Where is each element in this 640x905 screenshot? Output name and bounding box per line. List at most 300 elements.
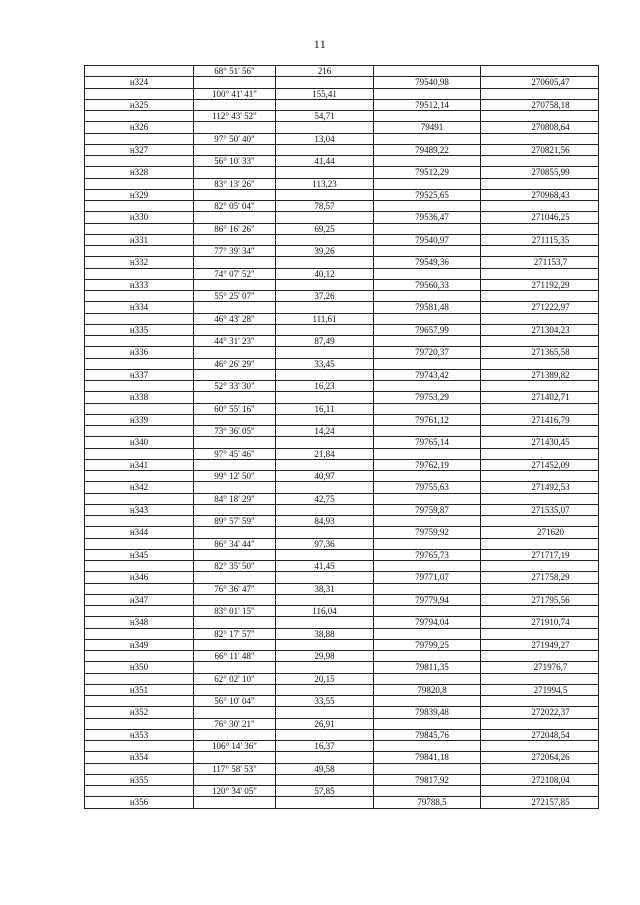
point-row (85, 684, 599, 695)
segment-length-cell: 39,26 (276, 246, 374, 257)
point-id-cell (85, 111, 194, 122)
point-id-cell (85, 786, 194, 797)
point-id-cell (85, 583, 194, 594)
point-row (85, 279, 599, 290)
segment-length-cell: 97,36 (276, 538, 374, 549)
y-coordinate-cell (481, 111, 599, 122)
x-coordinate-cell (374, 606, 481, 617)
segment-length-cell (276, 437, 374, 448)
x-coordinate-cell (374, 741, 481, 752)
direction-angle-cell: 86° 16' 26" (194, 223, 276, 234)
point-id-cell (85, 358, 194, 369)
point-id-cell (85, 448, 194, 459)
y-coordinate-cell: 271153,7 (481, 257, 599, 268)
point-row (85, 617, 599, 628)
point-id-cell: н340 (85, 437, 194, 448)
segment-row (85, 471, 599, 482)
point-id-cell: н345 (85, 549, 194, 560)
direction-angle-cell (194, 504, 276, 515)
point-id-cell (85, 718, 194, 729)
y-coordinate-cell: 271717,19 (481, 549, 599, 560)
x-coordinate-cell: 79771,07 (374, 572, 481, 583)
point-id-cell (85, 156, 194, 167)
y-coordinate-cell: 271795,56 (481, 594, 599, 605)
point-id-cell: н332 (85, 257, 194, 268)
direction-angle-cell (194, 257, 276, 268)
x-coordinate-cell (374, 111, 481, 122)
segment-row (85, 561, 599, 572)
y-coordinate-cell: 271192,29 (481, 279, 599, 290)
y-coordinate-cell: 270605,47 (481, 77, 599, 88)
segment-row (85, 313, 599, 324)
y-coordinate-cell: 271222,97 (481, 302, 599, 313)
segment-row (85, 538, 599, 549)
segment-length-cell (276, 752, 374, 763)
segment-row (85, 111, 599, 122)
y-coordinate-cell: 270758,18 (481, 99, 599, 110)
direction-angle-cell: 62° 02' 10" (194, 673, 276, 684)
point-id-cell (85, 763, 194, 774)
point-row (85, 482, 599, 493)
direction-angle-cell (194, 459, 276, 470)
direction-angle-cell: 46° 43' 28" (194, 313, 276, 324)
segment-length-cell (276, 639, 374, 650)
y-coordinate-cell: 272064,26 (481, 752, 599, 763)
segment-row (85, 741, 599, 752)
direction-angle-cell: 106° 14' 36" (194, 741, 276, 752)
y-coordinate-cell (481, 403, 599, 414)
direction-angle-cell: 82° 17' 57" (194, 628, 276, 639)
x-coordinate-cell (374, 313, 481, 324)
direction-angle-cell (194, 99, 276, 110)
direction-angle-cell: 56° 10' 04" (194, 696, 276, 707)
y-coordinate-cell (481, 763, 599, 774)
x-coordinate-cell (374, 448, 481, 459)
y-coordinate-cell: 271994,5 (481, 684, 599, 695)
x-coordinate-cell: 79560,33 (374, 279, 481, 290)
point-id-cell: н354 (85, 752, 194, 763)
x-coordinate-cell (374, 786, 481, 797)
direction-angle-cell: 100° 41' 41" (194, 88, 276, 99)
point-row (85, 324, 599, 335)
segment-row (85, 381, 599, 392)
point-id-cell (85, 223, 194, 234)
direction-angle-cell (194, 324, 276, 335)
point-row (85, 392, 599, 403)
direction-angle-cell (194, 684, 276, 695)
direction-angle-cell: 83° 13' 26" (194, 178, 276, 189)
y-coordinate-cell (481, 651, 599, 662)
direction-angle-cell: 89° 57' 59" (194, 516, 276, 527)
point-row (85, 527, 599, 538)
y-coordinate-cell (481, 426, 599, 437)
point-id-cell (85, 606, 194, 617)
segment-length-cell (276, 459, 374, 470)
point-id-cell (85, 673, 194, 684)
y-coordinate-cell: 270808,64 (481, 122, 599, 133)
point-id-cell: н331 (85, 234, 194, 245)
direction-angle-cell: 117° 58' 53" (194, 763, 276, 774)
point-row (85, 437, 599, 448)
point-row (85, 774, 599, 785)
direction-angle-cell (194, 392, 276, 403)
x-coordinate-cell: 79788,5 (374, 797, 481, 808)
segment-length-cell: 14,24 (276, 426, 374, 437)
segment-length-cell: 21,84 (276, 448, 374, 459)
point-id-cell: н339 (85, 414, 194, 425)
y-coordinate-cell: 271976,7 (481, 662, 599, 673)
segment-row (85, 403, 599, 414)
direction-angle-cell (194, 752, 276, 763)
point-id-cell: н330 (85, 212, 194, 223)
segment-length-cell (276, 527, 374, 538)
segment-length-cell (276, 324, 374, 335)
segment-length-cell (276, 392, 374, 403)
x-coordinate-cell: 79794,04 (374, 617, 481, 628)
direction-angle-cell: 97° 45' 46" (194, 448, 276, 459)
point-id-cell: н343 (85, 504, 194, 515)
point-id-cell: н355 (85, 774, 194, 785)
y-coordinate-cell: 271758,29 (481, 572, 599, 583)
segment-row (85, 178, 599, 189)
direction-angle-cell (194, 482, 276, 493)
point-row (85, 234, 599, 245)
x-coordinate-cell (374, 358, 481, 369)
segment-row (85, 651, 599, 662)
x-coordinate-cell (374, 403, 481, 414)
segment-length-cell: 38,88 (276, 628, 374, 639)
point-row (85, 77, 599, 88)
x-coordinate-cell: 79799,25 (374, 639, 481, 650)
segment-row (85, 156, 599, 167)
segment-length-cell: 13,04 (276, 133, 374, 144)
segment-row (85, 201, 599, 212)
direction-angle-cell: 82° 05' 04" (194, 201, 276, 212)
point-id-cell: н342 (85, 482, 194, 493)
x-coordinate-cell: 79512,29 (374, 167, 481, 178)
segment-length-cell: 87,49 (276, 336, 374, 347)
x-coordinate-cell (374, 88, 481, 99)
x-coordinate-cell (374, 718, 481, 729)
direction-angle-cell: 46° 26' 29" (194, 358, 276, 369)
direction-angle-cell (194, 122, 276, 133)
direction-angle-cell: 66° 11' 48" (194, 651, 276, 662)
direction-angle-cell: 112° 43' 52" (194, 111, 276, 122)
point-id-cell: н335 (85, 324, 194, 335)
point-row (85, 797, 599, 808)
y-coordinate-cell (481, 268, 599, 279)
y-coordinate-cell (481, 201, 599, 212)
point-id-cell: н349 (85, 639, 194, 650)
point-row (85, 189, 599, 200)
segment-length-cell (276, 414, 374, 425)
segment-length-cell: 84,93 (276, 516, 374, 527)
segment-length-cell (276, 189, 374, 200)
direction-angle-cell: 68° 51' 56" (194, 66, 276, 77)
direction-angle-cell (194, 234, 276, 245)
point-id-cell: н328 (85, 167, 194, 178)
direction-angle-cell: 99° 12' 50" (194, 471, 276, 482)
y-coordinate-cell: 271430,45 (481, 437, 599, 448)
coordinates-table (84, 65, 599, 809)
segment-length-cell: 26,91 (276, 718, 374, 729)
point-id-cell (85, 246, 194, 257)
segment-length-cell (276, 707, 374, 718)
point-id-cell (85, 493, 194, 504)
segment-row (85, 718, 599, 729)
point-id-cell (85, 291, 194, 302)
point-id-cell (85, 561, 194, 572)
direction-angle-cell (194, 279, 276, 290)
direction-angle-cell (194, 527, 276, 538)
segment-row (85, 516, 599, 527)
direction-angle-cell (194, 189, 276, 200)
segment-length-cell (276, 662, 374, 673)
point-id-cell: н341 (85, 459, 194, 470)
x-coordinate-cell: 79817,92 (374, 774, 481, 785)
x-coordinate-cell: 79536,47 (374, 212, 481, 223)
y-coordinate-cell: 271620 (481, 527, 599, 538)
x-coordinate-cell (374, 223, 481, 234)
segment-length-cell (276, 797, 374, 808)
y-coordinate-cell (481, 358, 599, 369)
y-coordinate-cell (481, 291, 599, 302)
direction-angle-cell (194, 414, 276, 425)
direction-angle-cell (194, 369, 276, 380)
y-coordinate-cell: 270968,43 (481, 189, 599, 200)
x-coordinate-cell (374, 651, 481, 662)
segment-length-cell: 40,12 (276, 268, 374, 279)
x-coordinate-cell (374, 673, 481, 684)
point-id-cell (85, 133, 194, 144)
point-row (85, 257, 599, 268)
segment-length-cell: 111,61 (276, 313, 374, 324)
point-row (85, 504, 599, 515)
point-id-cell (85, 88, 194, 99)
y-coordinate-cell: 271115,35 (481, 234, 599, 245)
y-coordinate-cell: 271402,71 (481, 392, 599, 403)
y-coordinate-cell (481, 313, 599, 324)
point-row (85, 167, 599, 178)
point-row (85, 302, 599, 313)
segment-row (85, 448, 599, 459)
x-coordinate-cell: 79549,36 (374, 257, 481, 268)
x-coordinate-cell (374, 246, 481, 257)
point-row (85, 369, 599, 380)
direction-angle-cell (194, 662, 276, 673)
x-coordinate-cell (374, 381, 481, 392)
page-number: 11 (313, 37, 327, 51)
direction-angle-cell: 83° 01' 15" (194, 606, 276, 617)
y-coordinate-cell (481, 381, 599, 392)
point-id-cell (85, 403, 194, 414)
point-id-cell (85, 516, 194, 527)
point-id-cell: н347 (85, 594, 194, 605)
y-coordinate-cell (481, 66, 599, 77)
segment-length-cell: 113,23 (276, 178, 374, 189)
segment-row (85, 696, 599, 707)
direction-angle-cell: 55° 25' 07" (194, 291, 276, 302)
y-coordinate-cell: 271452,09 (481, 459, 599, 470)
direction-angle-cell (194, 572, 276, 583)
direction-angle-cell (194, 437, 276, 448)
segment-length-cell (276, 729, 374, 740)
point-row (85, 144, 599, 155)
segment-length-cell (276, 774, 374, 785)
x-coordinate-cell: 79759,87 (374, 504, 481, 515)
point-id-cell (85, 426, 194, 437)
point-id-cell (85, 178, 194, 189)
x-coordinate-cell (374, 516, 481, 527)
direction-angle-cell: 86° 34' 44" (194, 538, 276, 549)
segment-length-cell: 49,58 (276, 763, 374, 774)
direction-angle-cell: 44° 31' 23" (194, 336, 276, 347)
segment-length-cell (276, 99, 374, 110)
x-coordinate-cell: 79525,65 (374, 189, 481, 200)
segment-row (85, 426, 599, 437)
y-coordinate-cell: 271365,58 (481, 347, 599, 358)
point-row (85, 459, 599, 470)
x-coordinate-cell (374, 268, 481, 279)
segment-length-cell: 155,41 (276, 88, 374, 99)
x-coordinate-cell: 79755,63 (374, 482, 481, 493)
direction-angle-cell (194, 639, 276, 650)
x-coordinate-cell: 79753,29 (374, 392, 481, 403)
x-coordinate-cell (374, 201, 481, 212)
segment-length-cell (276, 617, 374, 628)
x-coordinate-cell (374, 178, 481, 189)
point-id-cell: н333 (85, 279, 194, 290)
point-id-cell: н344 (85, 527, 194, 538)
y-coordinate-cell (481, 673, 599, 684)
y-coordinate-cell (481, 606, 599, 617)
y-coordinate-cell: 271304,23 (481, 324, 599, 335)
segment-length-cell: 57,85 (276, 786, 374, 797)
point-row (85, 639, 599, 650)
segment-row (85, 786, 599, 797)
y-coordinate-cell (481, 223, 599, 234)
segment-row (85, 66, 599, 77)
y-coordinate-cell: 272108,04 (481, 774, 599, 785)
segment-length-cell (276, 504, 374, 515)
direction-angle-cell (194, 212, 276, 223)
direction-angle-cell: 77° 39' 34" (194, 246, 276, 257)
y-coordinate-cell (481, 516, 599, 527)
direction-angle-cell (194, 549, 276, 560)
segment-row (85, 358, 599, 369)
segment-length-cell: 37,26 (276, 291, 374, 302)
y-coordinate-cell: 271910,74 (481, 617, 599, 628)
x-coordinate-cell: 79491 (374, 122, 481, 133)
point-id-cell (85, 66, 194, 77)
point-id-cell (85, 268, 194, 279)
point-id-cell: н351 (85, 684, 194, 695)
coordinates-table-body (85, 66, 599, 809)
segment-length-cell: 41,45 (276, 561, 374, 572)
point-id-cell: н329 (85, 189, 194, 200)
point-id-cell: н327 (85, 144, 194, 155)
x-coordinate-cell (374, 561, 481, 572)
segment-length-cell: 69,25 (276, 223, 374, 234)
segment-length-cell: 16,37 (276, 741, 374, 752)
point-row (85, 347, 599, 358)
y-coordinate-cell (481, 583, 599, 594)
segment-row (85, 246, 599, 257)
segment-length-cell: 33,55 (276, 696, 374, 707)
point-row (85, 572, 599, 583)
direction-angle-cell (194, 707, 276, 718)
y-coordinate-cell (481, 448, 599, 459)
segment-length-cell (276, 572, 374, 583)
y-coordinate-cell: 270855,99 (481, 167, 599, 178)
segment-length-cell (276, 144, 374, 155)
point-id-cell: н337 (85, 369, 194, 380)
x-coordinate-cell: 79811,35 (374, 662, 481, 673)
point-row (85, 549, 599, 560)
segment-row (85, 268, 599, 279)
segment-length-cell: 16,11 (276, 403, 374, 414)
direction-angle-cell: 52° 33' 30" (194, 381, 276, 392)
direction-angle-cell: 74° 07' 52" (194, 268, 276, 279)
x-coordinate-cell (374, 66, 481, 77)
y-coordinate-cell: 270821,56 (481, 144, 599, 155)
direction-angle-cell (194, 144, 276, 155)
y-coordinate-cell (481, 156, 599, 167)
direction-angle-cell (194, 797, 276, 808)
point-row (85, 707, 599, 718)
y-coordinate-cell (481, 786, 599, 797)
x-coordinate-cell: 79761,12 (374, 414, 481, 425)
segment-length-cell: 78,57 (276, 201, 374, 212)
direction-angle-cell: 60° 55' 16" (194, 403, 276, 414)
direction-angle-cell: 76° 36' 47" (194, 583, 276, 594)
point-id-cell (85, 538, 194, 549)
segment-length-cell: 40,97 (276, 471, 374, 482)
segment-length-cell (276, 122, 374, 133)
segment-row (85, 223, 599, 234)
x-coordinate-cell (374, 493, 481, 504)
y-coordinate-cell (481, 628, 599, 639)
x-coordinate-cell: 79820,8 (374, 684, 481, 695)
y-coordinate-cell (481, 493, 599, 504)
segment-row (85, 763, 599, 774)
segment-length-cell: 29,98 (276, 651, 374, 662)
y-coordinate-cell: 272022,37 (481, 707, 599, 718)
point-id-cell (85, 651, 194, 662)
point-id-cell: н356 (85, 797, 194, 808)
direction-angle-cell: 97° 50' 40" (194, 133, 276, 144)
segment-length-cell (276, 594, 374, 605)
x-coordinate-cell (374, 471, 481, 482)
segment-row (85, 606, 599, 617)
y-coordinate-cell (481, 538, 599, 549)
point-row (85, 414, 599, 425)
y-coordinate-cell (481, 741, 599, 752)
x-coordinate-cell: 79581,48 (374, 302, 481, 313)
y-coordinate-cell (481, 88, 599, 99)
point-id-cell (85, 628, 194, 639)
y-coordinate-cell (481, 561, 599, 572)
point-row (85, 594, 599, 605)
point-id-cell: н350 (85, 662, 194, 673)
segment-row (85, 583, 599, 594)
x-coordinate-cell: 79765,73 (374, 549, 481, 560)
point-id-cell (85, 696, 194, 707)
y-coordinate-cell (481, 471, 599, 482)
x-coordinate-cell (374, 133, 481, 144)
y-coordinate-cell: 272048,54 (481, 729, 599, 740)
segment-length-cell: 33,45 (276, 358, 374, 369)
